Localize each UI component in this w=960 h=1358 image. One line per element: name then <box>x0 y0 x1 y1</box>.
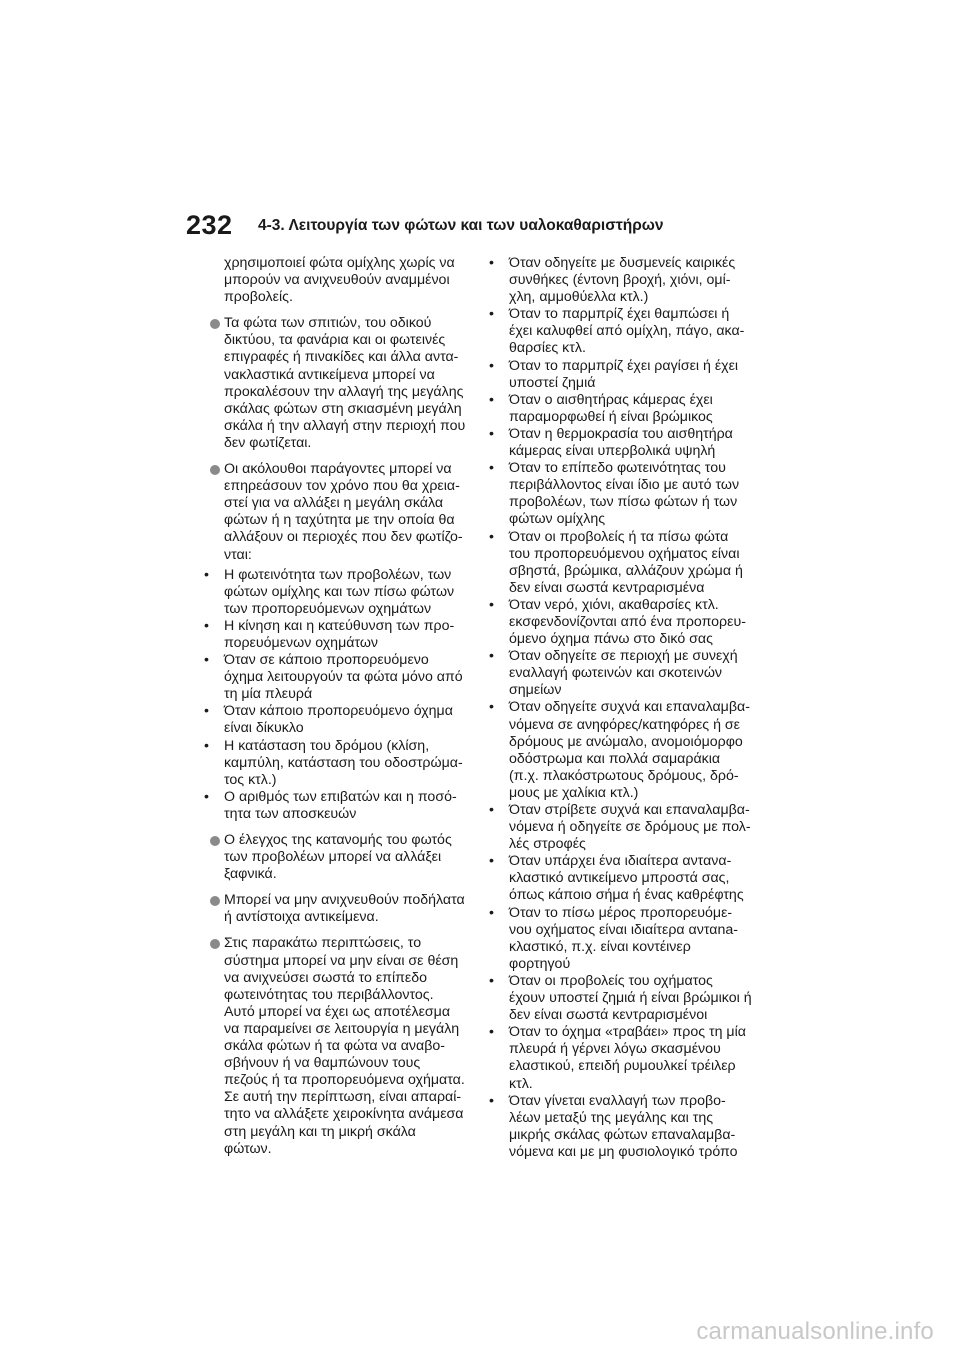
list-item-text: Η κίνηση και η κατεύθυνση των προ-πορευόμενων οχημάτων <box>224 617 455 651</box>
list-item <box>487 358 752 392</box>
right-column <box>487 255 752 1161</box>
bullet-glyph: • <box>489 255 494 271</box>
watermark-text: carmanualsonline.info <box>696 1318 934 1345</box>
list-item-text: Όταν σε κάποιο προπορευόμενο όχημα λειτουργούν τα φώτα μόνο από τη μία πλευρά <box>224 652 463 703</box>
list-item-text: Όταν οδηγείτε σε περιοχή με συνεχή εναλλαγή φωτεινών και σκοτεινών σημείων <box>509 648 738 699</box>
list-item <box>487 648 752 699</box>
list-item <box>487 699 752 802</box>
list-item-text: Όταν υπάρχει ένα ιδιαίτερα αντανα-κλαστικό αντικείμενο μπροστά σας, όπως κάποιο σήμα ή ένας καθρέφτης <box>509 853 744 904</box>
bullet-glyph: • <box>489 802 494 818</box>
bullet-glyph: • <box>489 1024 494 1041</box>
list-item <box>202 652 467 703</box>
paragraph-conditions <box>202 935 467 1157</box>
list-item-text: Όταν οι προβολείς ή τα πίσω φώτα του προπορευόμενου οχήματος είναι σβηστά, βρώμικα, αλλάζουν χρώμα ή δεν είναι σωστά κεντραρισμένα <box>509 528 743 596</box>
bullet-glyph: • <box>489 1092 494 1109</box>
list-item-text: Όταν στρίβετε συχνά και επαναλαμβα-νόμενα ή οδηγείτε σε δρόμους με πολ-λές στροφές <box>509 802 751 853</box>
section-title: 4-3. Λειτουργία των φώτων και των υαλοκαθαριστήρων <box>258 217 664 234</box>
paragraph-text: Τα φώτα των σπιτιών, του οδικού δικτύου, τα φανάρια και οι φωτεινές επιγραφές ή πινακίδες και άλλα αντα-νακλαστικά αντικείμενα μπορεί να προκαλέσουν την αλλαγή της μεγάλης σκάλας φώτων στη σκιασμένη μεγάλη σκάλα ή την αλλαγή στην περιοχή που δεν φωτίζεται. <box>224 315 466 451</box>
bullet-glyph: • <box>489 425 494 442</box>
list-item <box>487 973 752 1024</box>
paragraph-text: χρησιμοποιεί φώτα ομίχλης χωρίς να μπορούν να ανιχνευθούν αναμμένοι προβολείς. <box>224 255 455 306</box>
bullet-glyph: • <box>489 853 494 870</box>
circle-bullet-icon <box>210 465 220 475</box>
list-item-text: Όταν κάποιο προπορευόμενο όχημα είναι δίκυκλο <box>224 703 453 737</box>
list-item <box>487 1093 752 1161</box>
bullet-glyph: • <box>204 566 209 583</box>
bullet-glyph: • <box>489 904 494 921</box>
list-item-text: Όταν οι προβολείς του οχήματος έχουν υποστεί ζημιά ή είναι βρώμικοι ή δεν είναι σωστά κεντραρισμένοι <box>509 972 752 1024</box>
paragraph-continued <box>202 255 467 306</box>
list-item <box>487 905 752 973</box>
conditions-list <box>487 255 752 1161</box>
bullet-glyph: • <box>489 972 494 989</box>
bullet-glyph: • <box>204 617 209 634</box>
paragraph-building-lights <box>202 315 467 452</box>
factors-list <box>202 567 467 823</box>
list-item-text: Η κατάσταση του δρόμου (κλίση, καμπύλη, κατάσταση του οδοστρώμα-τος κτλ.) <box>224 737 463 788</box>
list-item <box>487 426 752 460</box>
paragraph-text: Μπορεί να μην ανιχνευθούν ποδήλατα ή αντίστοιχα αντικείμενα. <box>224 892 465 926</box>
paragraph-text: Οι ακόλουθοι παράγοντες μπορεί να επηρεάσουν τον χρόνο που θα χρεια-στεί για να αλλάξει η μεγάλη σκάλα φώτων ή η ταχύτητα με την οποία θα αλλάξουν οι περιοχές που δεν φωτίζο-νται: <box>224 461 463 563</box>
bullet-glyph: • <box>489 357 494 374</box>
list-item-text: Όταν γίνεται εναλλαγή των προβο-λέων μεταξύ της μεγάλης και της μικρής σκάλας φώτων επαναλαμβα-νόμενα και με μη φυσιολογικό τρόπο <box>509 1092 738 1160</box>
list-item <box>487 306 752 357</box>
left-column <box>202 255 467 1167</box>
bullet-glyph: • <box>204 652 209 669</box>
list-item-text: Όταν το παρμπρίζ έχει ραγίσει ή έχει υποστεί ζημιά <box>509 357 739 391</box>
list-item-text: Όταν ο αισθητήρας κάμερας έχει παραμορφωθεί ή είναι βρώμικος <box>509 391 713 425</box>
bullet-glyph: • <box>489 460 494 477</box>
bullet-glyph: • <box>204 788 209 805</box>
list-item <box>487 460 752 528</box>
bullet-glyph: • <box>489 391 494 408</box>
list-item <box>202 703 467 737</box>
circle-bullet-icon <box>210 836 220 846</box>
list-item-text: Όταν οδηγείτε με δυσμενείς καιρικές συνθήκες (έντονη βροχή, χιόνι, ομί-χλη, αμμοθύελλα κτλ.) <box>509 255 736 306</box>
paragraph-text: Στις παρακάτω περιπτώσεις, το σύστημα μπορεί να μην είναι σε θέση να ανιχνεύσει σωστά το επίπεδο φωτεινότητας του περιβάλλοντος. Αυτό μπορεί να έχει ως αποτέλεσμα να παραμείνει σε λειτουργία η μεγάλη σκάλα φώτων ή τα φώτα να αναβο-σβήνουν ή να θαμπώνουν τους πεζούς ή τα προπορευόμενα οχήματα. Σε αυτή την περίπτωση, είναι απαραί-τητο να αλλάξετε χειροκίνητα ανάμεσα στη μεγάλη και τη μικρή σκάλα φώτων. <box>224 935 465 1157</box>
list-item-text: Ο αριθμός των επιβατών και η ποσό-τητα των αποσκευών <box>224 788 457 822</box>
circle-bullet-icon <box>210 896 220 906</box>
bullet-glyph: • <box>489 648 494 665</box>
bullet-glyph: • <box>204 703 209 720</box>
list-item <box>202 789 467 823</box>
list-item <box>487 255 752 306</box>
bullet-glyph: • <box>489 306 494 323</box>
list-item <box>487 392 752 426</box>
bullet-glyph: • <box>489 596 494 613</box>
list-item <box>487 853 752 904</box>
bullet-glyph: • <box>204 737 209 754</box>
page-number: 232 <box>186 210 233 240</box>
circle-bullet-icon <box>210 939 220 949</box>
list-item <box>487 597 752 648</box>
list-item-text: Όταν το παρμπρίζ έχει θαμπώσει ή έχει καλυφθεί από ομίχλη, πάγο, ακα-θαρσίες κτλ. <box>509 306 745 357</box>
list-item-text: Όταν νερό, χιόνι, ακαθαρσίες κτλ. εκσφενδονίζονται από ένα προπορευ-όμενο όχημα πάνω στο δικό σας <box>509 596 746 648</box>
list-item-text: Όταν το όχημα «τραβάει» προς τη μία πλευρά ή γέρνει λόγω σκασμένου ελαστικού, επειδή ρυμουλκεί τρέιλερ κτλ. <box>509 1024 746 1092</box>
paragraph-factors <box>202 461 467 564</box>
paragraph-text: Ο έλεγχος της κατανομής του φωτός των προβολέων μπορεί να αλλάξει ξαφνικά. <box>224 832 452 883</box>
paragraph-distribution <box>202 832 467 883</box>
list-item-text: Όταν το πίσω μέρος προπορευόμε-νου οχήματος είναι ιδιαίτερα ανταna-κλαστικό, π.χ. είναι κοντέινερ φορτηγού <box>509 904 738 972</box>
list-item-text: Όταν η θερμοκρασία του αισθητήρα κάμερας είναι υπερβολικά υψηλή <box>509 425 733 460</box>
bullet-glyph: • <box>489 528 494 545</box>
list-item <box>202 738 467 789</box>
list-item <box>202 567 467 618</box>
list-item <box>487 802 752 853</box>
paragraph-bicycles <box>202 892 467 926</box>
list-item <box>487 529 752 597</box>
list-item-text: Η φωτεινότητα των προβολέων, των φώτων ομίχλης και των πίσω φώτων των προπορευόμενων οχημάτων <box>224 566 455 617</box>
circle-bullet-icon <box>210 319 220 329</box>
list-item <box>202 618 467 652</box>
list-item <box>487 1024 752 1092</box>
bullet-glyph: • <box>489 699 494 716</box>
list-item-text: Όταν οδηγείτε συχνά και επαναλαμβα-νόμενα σε ανηφόρες/κατηφόρες ή σε δρόμους με ανώμαλο, ανομοιόμορφο οδόστρωμα και πολλά σαμαράκια (π.χ. πλακόστρωτους δρόμους, δρό-μους με χαλίκια κτλ.) <box>509 699 750 801</box>
list-item-text: Όταν το επίπεδο φωτεινότητας του περιβάλλοντος είναι ίδιο με αυτό των προβολέων, των πίσω φώτων ή των φώτων ομίχλης <box>509 460 740 528</box>
